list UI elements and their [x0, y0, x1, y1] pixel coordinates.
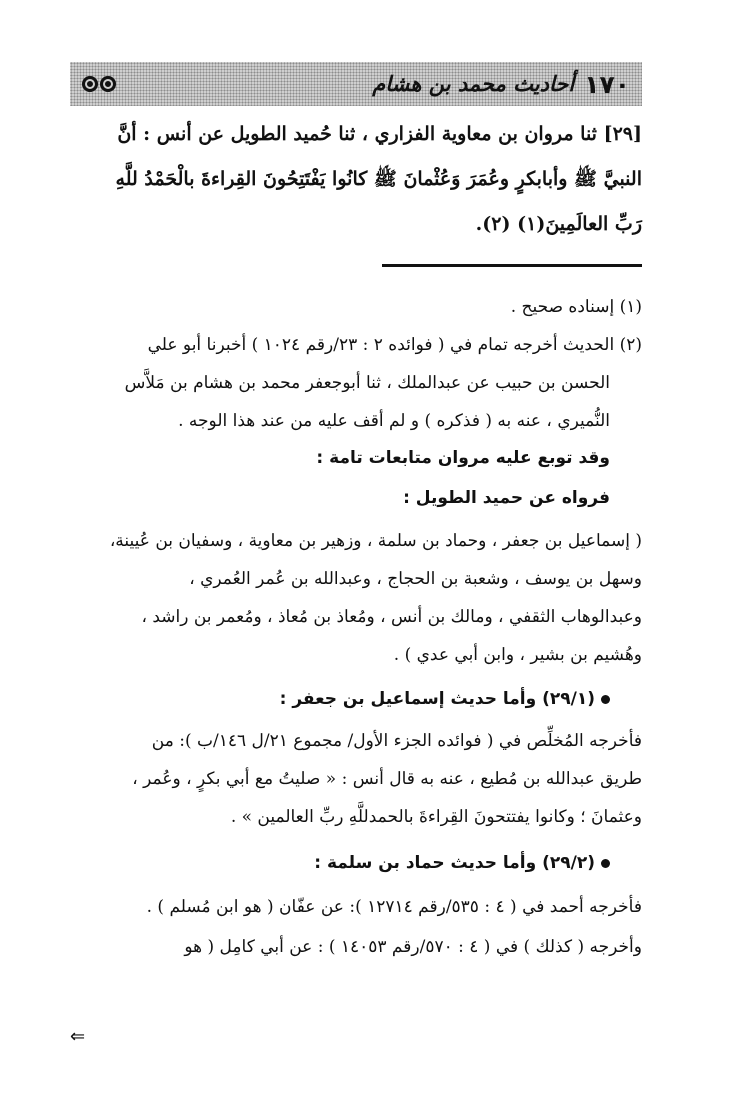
narrators-line: وهُشيم بن بشير ، وابن أبي عدي ) .	[393, 645, 642, 665]
section-1-line: فأخرجه المُخلِّص في ( فوائده الجزء الأول/ مجموع ٢١/ل ١٤٦/ب ): من	[151, 731, 642, 751]
page-header	[70, 62, 642, 106]
footnote-2-line: (٢) الحديث أخرجه تمام في ( فوائده ٢ : ٢٣/رقم ١٠٢٤ ) أخبرنا أبو علي	[147, 335, 642, 355]
section-1-line: وعثمانَ ؛ وكانوا يفتتحونَ القِراءةَ بالحمدللَّهِ ربِّ العالمين » .	[230, 807, 642, 827]
section-2-heading	[70, 842, 642, 884]
continue-arrow-icon: ⇐	[70, 1026, 86, 1047]
section-1-heading-text: (٢٩/١) وأما حديث إسماعيل بن جعفر :	[279, 689, 595, 709]
narrators-line: وعبدالوهاب الثقفي ، ومالك بن أنس ، ومُعاذ بن مُعاذ ، ومُعمر بن راشد ،	[141, 607, 642, 627]
section-2-line: وأخرجه ( كذلك ) في ( ٤ : ٥٧٠/رقم ١٤٠٥٣ ) : عن أبي كامِل ( هو	[184, 937, 642, 957]
footnotes	[70, 290, 642, 964]
hadith-line: رَبِّ العالَمِينَ(١) (٢).	[475, 213, 642, 235]
section-2-heading-text: (٢٩/٢) وأما حديث حماد بن سلمة :	[314, 853, 595, 873]
section-2-line: فأخرجه أحمد في ( ٤ : ٥٣٥/رقم ١٢٧١٤ ): عن عفّان ( هو ابن مُسلم ) .	[146, 897, 642, 917]
hadith-line: [٢٩] ثنا مروان بن معاوية الفزاري ، ثنا حُميد الطويل عن أنس : أنَّ	[117, 123, 642, 145]
bullet-icon	[601, 859, 610, 868]
hadith-line: النبيَّ ﷺ وأبابكرٍ وعُمَرَ وَعُثْمانَ ﷺ كانُوا يَفْتَتِحُونَ القِراءةَ بالْحَمْدُ للَّهِ	[115, 168, 642, 190]
footnote-1: (١) إسناده صحيح .	[510, 297, 642, 317]
hadith-text	[70, 112, 642, 247]
narrated-heading: فرواه عن حميد الطويل :	[403, 488, 610, 508]
book-title: أحاديث محمد بن هشام	[372, 72, 575, 96]
footnote-divider	[382, 264, 642, 267]
header-title-group	[372, 70, 630, 99]
section-1-heading	[70, 678, 642, 720]
section-1-line: طريق عبدالله بن مُطيع ، عنه به قال أنس : « صليتُ مع أبي بكرٍ ، وعُمر ،	[132, 769, 642, 789]
footnote-2-line: النُّميري ، عنه به ( فذكره ) و لم أقف عليه من عند هذا الوجه .	[178, 411, 610, 431]
narrators-line: ( إسماعيل بن جعفر ، وحماد بن سلمة ، وزهير بن معاوية ، وسفيان بن عُيينة،	[109, 531, 642, 551]
bullet-icon	[601, 695, 610, 704]
narrators-line: وسهل بن يوسف ، وشعبة بن الحجاج ، وعبدالله بن عُمر العُمري ،	[189, 569, 642, 589]
footnote-2-line: الحسن بن حبيب عن عبدالملك ، ثنا أبوجعفر محمد بن هشام بن مَلاَّس	[124, 373, 610, 393]
page-number: ١٧٠	[584, 69, 630, 99]
header-ornament-icon	[82, 76, 116, 92]
follow-heading: وقد توبع عليه مروان متابعات تامة :	[316, 448, 610, 468]
